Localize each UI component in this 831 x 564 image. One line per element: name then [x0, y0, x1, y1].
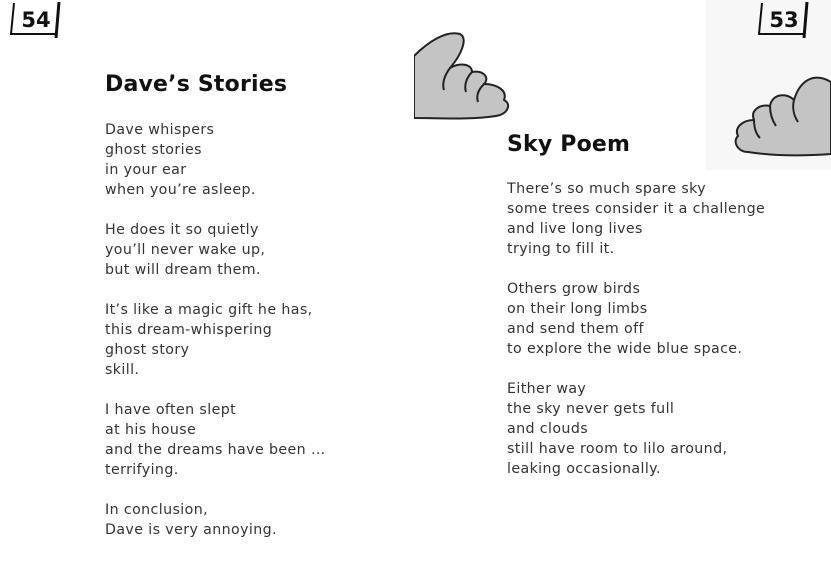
stanza — [507, 279, 807, 359]
poem-line: ghost story — [105, 342, 190, 358]
left-page-title: Dave’s Stories — [105, 72, 288, 97]
page-number-left-text: 54 — [21, 8, 51, 32]
poem-line: Dave whispers — [105, 122, 215, 138]
right-page-title: Sky Poem — [507, 132, 631, 157]
poem-line: this dream-whispering — [105, 322, 273, 338]
poem-line: in your ear — [105, 162, 187, 178]
poem-line: Either way — [507, 381, 587, 397]
poem-line: Others grow birds — [507, 281, 641, 297]
poem-line: I have often slept — [105, 402, 237, 418]
poem-line: to explore the wide blue space. — [507, 341, 743, 357]
poem-line: skill. — [105, 362, 140, 378]
poem-line: the sky never gets full — [507, 401, 675, 417]
poem-line: trying to fill it. — [507, 241, 615, 257]
poem-line: when you’re asleep. — [105, 182, 256, 198]
poem-line: leaking occasionally. — [507, 461, 661, 477]
poem-line: still have room to lilo around, — [507, 441, 728, 457]
poem-line: on their long limbs — [507, 301, 648, 317]
stanza — [105, 220, 405, 280]
poem-line: some trees consider it a challenge — [507, 201, 766, 217]
wing-icon — [414, 28, 514, 120]
poem-line: Dave is very annoying. — [105, 522, 277, 538]
poem-line: and the dreams have been … — [105, 442, 326, 458]
stanza — [105, 500, 405, 540]
right-poem — [507, 179, 807, 499]
poem-line: but will dream them. — [105, 262, 261, 278]
page-number-left — [8, 0, 64, 38]
stanza — [105, 400, 405, 480]
page-number-right — [756, 0, 812, 38]
page-number-right-text: 53 — [769, 8, 799, 32]
poem-line: you’ll never wake up, — [105, 242, 266, 258]
poem-line: ghost stories — [105, 142, 202, 158]
wing-icon — [734, 72, 831, 158]
poem-line: and live long lives — [507, 221, 643, 237]
poem-line: It’s like a magic gift he has, — [105, 302, 313, 318]
poem-line: He does it so quietly — [105, 222, 259, 238]
stanza — [105, 300, 405, 380]
poem-line: There’s so much spare sky — [507, 181, 707, 197]
stanza — [105, 120, 405, 200]
poem-line: at his house — [105, 422, 197, 438]
stanza — [507, 379, 807, 479]
poem-line: and send them off — [507, 321, 644, 337]
poem-line: and clouds — [507, 421, 589, 437]
left-poem — [105, 120, 405, 560]
stanza — [507, 179, 807, 259]
poem-line: terrifying. — [105, 462, 179, 478]
poem-line: In conclusion, — [105, 502, 209, 518]
